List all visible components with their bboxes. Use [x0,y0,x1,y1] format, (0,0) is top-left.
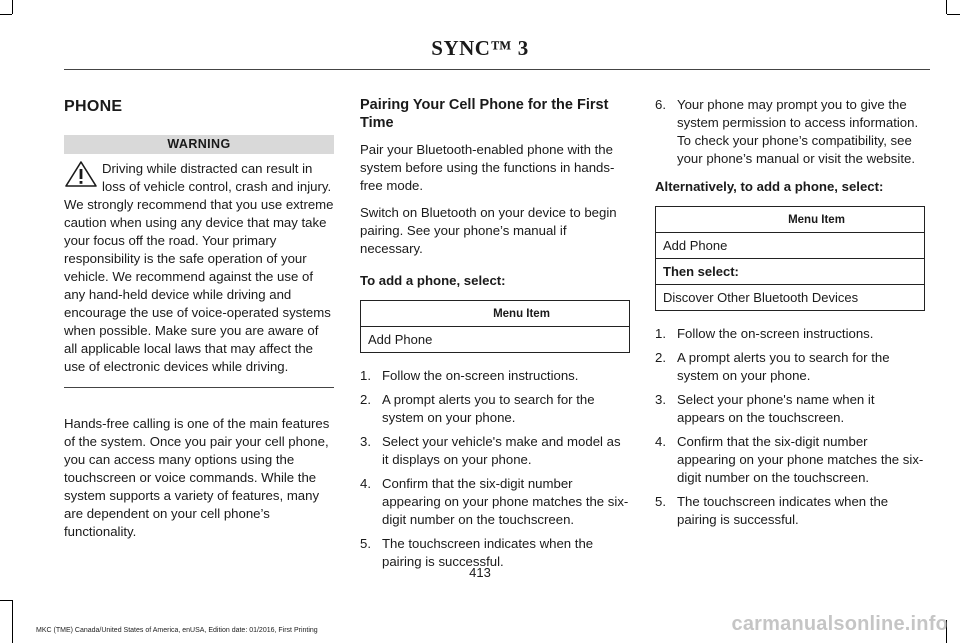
warning-rule [64,387,334,388]
step-number: 3. [360,434,371,449]
step-number: 4. [655,434,666,449]
alternative-steps [655,325,925,529]
menu-table-cell: Add Phone [656,233,925,259]
page-number: 413 [469,565,491,580]
pairing-steps [360,367,630,571]
warning-header: WARNING [64,135,334,154]
header-rule [64,69,930,70]
pairing-paragraph-2: Switch on Bluetooth on your device to begin pairing. See your phone’s manual if necessary. [360,205,617,256]
phone-intro-paragraph: Hands-free calling is one of the main features of the system. Once you pair your cell phone, you can access many options using the touchscreen or voice commands. While the system supports a variety of features, many are dependent on your cell phone’s functionality. [64,416,330,539]
list-item [360,367,630,385]
list-item [360,433,630,469]
menu-table-cell: Discover Other Bluetooth Devices [656,285,925,311]
step-number: 6. [655,97,666,112]
menu-table-header: Menu Item [656,207,925,233]
step-number: 5. [655,494,666,509]
step-text: Select your phone's name when it appears on the touchscreen. [677,392,875,425]
step-text: Confirm that the six-digit number appearing on your phone matches the six-digit number on the touchscreen. [677,434,924,485]
list-item [360,475,630,529]
menu-table-cell: Then select: [656,259,925,285]
pairing-subtitle: Pairing Your Cell Phone for the First Time [360,97,609,131]
alternative-lead: Alternatively, to add a phone, select: [655,179,884,194]
right-column [655,96,925,535]
menu-table [655,206,925,311]
step-number: 3. [655,392,666,407]
crop-mark [946,0,947,14]
step-number: 2. [655,350,666,365]
crop-mark [12,0,13,14]
pairing-paragraph-1: Pair your Bluetooth-enabled phone with the system before using the functions in hands-free mode. [360,142,615,193]
list-item [360,391,630,427]
step-text: A prompt alerts you to search for the system on your phone. [382,392,595,425]
step-number: 4. [360,476,371,491]
list-item [655,391,925,427]
step-text: Your phone may prompt you to give the system permission to access information. To check your phone’s compatibility, see your phone’s manual or visit the website. [677,97,919,166]
watermark: carmanualsonline.info [731,613,948,635]
pairing-steps-continued [655,96,925,168]
step-number: 1. [655,326,666,341]
step-number: 2. [360,392,371,407]
step-text: A prompt alerts you to search for the system on your phone. [677,350,890,383]
add-phone-lead: To add a phone, select: [360,273,506,288]
step-text: Select your vehicle's make and model as it displays on your phone. [382,434,621,467]
step-text: Confirm that the six-digit number appearing on your phone matches the six-digit number on the touchscreen. [382,476,629,527]
left-column [64,96,334,550]
step-number: 5. [360,536,371,551]
list-item [655,493,925,529]
step-text: Follow the on-screen instructions. [382,368,579,383]
warning-text: Driving while distracted can result in loss of vehicle control, crash and injury. We strongly recommend that you use extreme caution when using any device that may take your focus off the road. Your primary responsibility is the safe operation of your vehicle. We recommend against the use of any hand-held device while driving and encourage the use of voice-operated systems when possible. Make sure you are aware of all applicable local laws that may affect the use of electronic devices while driving. [64,161,334,374]
crop-mark [12,600,13,643]
section-title: PHONE [64,98,123,115]
warning-triangle-icon [64,160,98,188]
menu-table-cell: Add Phone [361,327,630,353]
warning-body [64,160,334,376]
list-item [655,96,925,168]
step-number: 1. [360,368,371,383]
crop-mark [0,14,12,15]
step-text: The touchscreen indicates when the pairing is successful. [677,494,889,527]
footer-edition: MKC (TME) Canada/United States of America, enUSA, Edition date: 01/2016, First Printing [36,627,318,634]
middle-column [360,96,630,577]
list-item [655,433,925,487]
step-text: The touchscreen indicates when the pairing is successful. [382,536,594,569]
page-header-title: SYNC™ 3 [431,36,529,60]
crop-mark [947,14,960,15]
list-item [655,325,925,343]
step-text: Follow the on-screen instructions. [677,326,874,341]
list-item [655,349,925,385]
crop-mark [0,600,12,601]
menu-table [360,300,630,353]
menu-table-header: Menu Item [361,301,630,327]
